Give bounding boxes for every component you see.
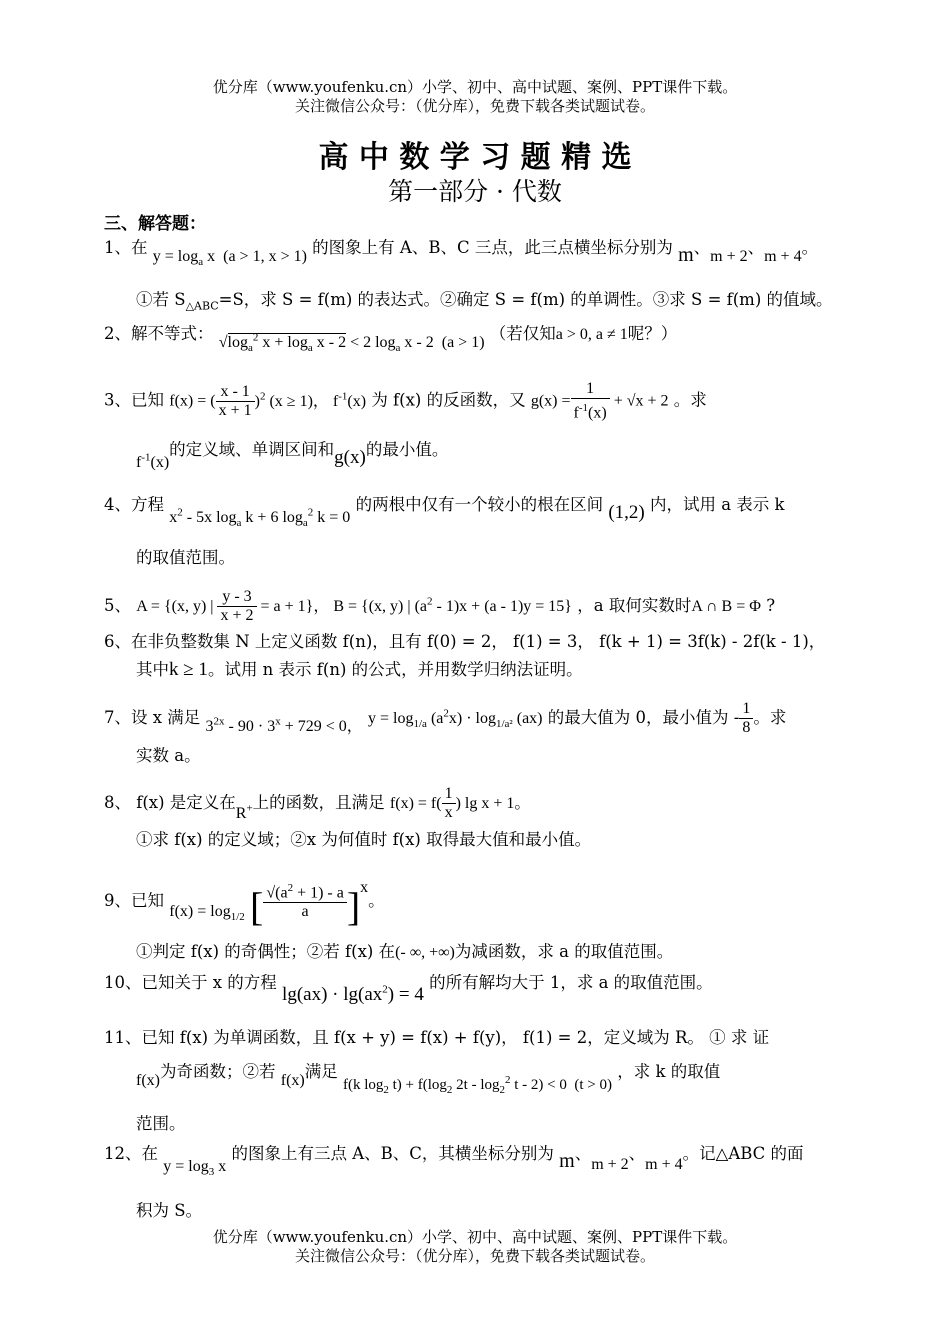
problem-4-line-2: 的取值范围。 xyxy=(136,548,235,567)
problem-6-line-1: 6、在非负整数集 N 上定义函数 f(n)，且有 f(0) = 2， f(1) = 3， f(k + 1) = 3f(k) - 2f(k - 1)， xyxy=(104,632,826,651)
problem-11-line-3: 范围。 xyxy=(136,1114,186,1133)
problem-11-line-1: 11、已知 f(x) 为单调函数，且 f(x + y) = f(x) + f(y)， f(1) = 2，定义域为 R。 ① 求 证 xyxy=(104,1028,770,1047)
footer-line-1: 优分库（www.youfenku.cn）小学、初中、高中试题、案例、PPT课件下载。 xyxy=(212,1228,738,1246)
problem-9-line-2: ①判定 f(x) 的奇偶性；②若 f(x) 在(- ∞, +∞)为减函数，求 a 的取值范围。 xyxy=(136,942,674,961)
problem-12-line-1: 12、在 $y = \log_3 x$ 的图象上有三点 A、B、C，其横坐标分别为 m、m + 2、m + 4。记△ABC 的面 xyxy=(104,1144,804,1179)
problem-4-line-1: 4、方程 $x^2 - 5x$ $\log_a k + 6$ $\log_a^2 k = 0$ 的两根中仅有一个较小的根在区间 (1,2) 内，试用 a 表示 k xyxy=(104,495,785,530)
problem-1-line-2: ①若 $S_{\triangle ABC}=S$，求 S = f(m) 的表达式。②确定 S = f(m) 的单调性。③求 S = f(m) 的值域。 xyxy=(136,290,833,313)
section-heading: 三、解答题： xyxy=(104,214,206,234)
problem-2: 2、解不等式： $√\log_a^2$ $x + \log_a x - 2 < 2$ $\log_a x - 2$ (a > 1) （若仅知a > 0, a ≠ 1呢？） xyxy=(104,324,678,355)
page-title: 高 中 数 学 习 题 精 选 xyxy=(318,140,632,175)
problem-8-line-1: 8、 f(x) 是定义在R+上的函数，且满足 f(x) = f( $\frac{1}{x}$ ) lg x + 1。 xyxy=(104,785,531,822)
problem-10: 10、已知关于 x 的方程 $\lg(ax) \cdot \lg(ax^2) = 4$ 的所有解均大于 1，求 a 的取值范围。 xyxy=(104,973,713,1005)
problem-8-line-2: ①求 f(x) 的定义域；②x 为何值时 f(x) 取得最大值和最小值。 xyxy=(136,830,592,849)
problem-3-line-1: 3、已知 f(x) = ( $\frac{x - 1}{x + 1}$ )$^2$ (x ≥ 1)， $f^{-1}(x)$ 为 f(x) 的反函数，又 g(x) = $\frac{1}{f^{-1}(x)}$ + √x + 2 。求 xyxy=(104,380,707,422)
problem-1-line-1: 1、在 $y = \log_a x$ (a > 1, x > 1) 的图象上有 A、B、C 三点，此三点横坐标分别为 m、m + 2、m + 4。 xyxy=(104,238,819,269)
header-line-1: 优分库（www.youfenku.cn）小学、初中、高中试题、案例、PPT课件下载。 xyxy=(212,78,738,96)
problem-7-line-2: 实数 a。 xyxy=(136,746,201,765)
page-subtitle: 第一部分 · 代数 xyxy=(388,177,562,206)
problem-5: 5、 A = {(x, y) | $\frac{y - 3}{x + 2}$ = a + 1}， B = {(x, y) | $(a^2 - 1)x + (a - 1)y = 15$} ，a 取何实数时A ∩ B = Φ ? xyxy=(104,588,776,624)
footer-line-2: 关注微信公众号：（优分库），免费下载各类试题试卷。 xyxy=(294,1247,655,1265)
problem-3-line-2: $f^{-1}(x)$的定义域、单调区间和g(x)的最小值。 xyxy=(136,440,449,471)
problem-9-line-1: 9、已知 $f(x) = \log_{1/2}$ [ $\frac{√(a^2 + 1) - a}{a}$ ]$^x$。 xyxy=(104,879,385,929)
problem-7-line-1: 7、设 x 满足 $3^{2x} - 90 \cdot 3^x + 729 < 0$， $y = \log_{1/a} (a^2x) \cdot \log_{1/a^2} (ax)$ 的最大值为 0，最小值为 - $\frac{1}{8}$ 。求 xyxy=(104,700,787,736)
problem-12-line-2: 积为 S。 xyxy=(136,1201,203,1220)
header-line-2: 关注微信公众号：（优分库），免费下载各类试题试卷。 xyxy=(294,97,655,115)
problem-11-line-2: f(x)为奇函数；②若 f(x)满足 f(k $\log_2 t) + f(\log_2$ $2t - \log_2^2 t - 2) < 0$ (t > 0) ，求 k 的取值 xyxy=(136,1062,721,1096)
problem-6-line-2: 其中k ≥ 1。试用 n 表示 f(n) 的公式，并用数学归纳法证明。 xyxy=(136,659,583,680)
